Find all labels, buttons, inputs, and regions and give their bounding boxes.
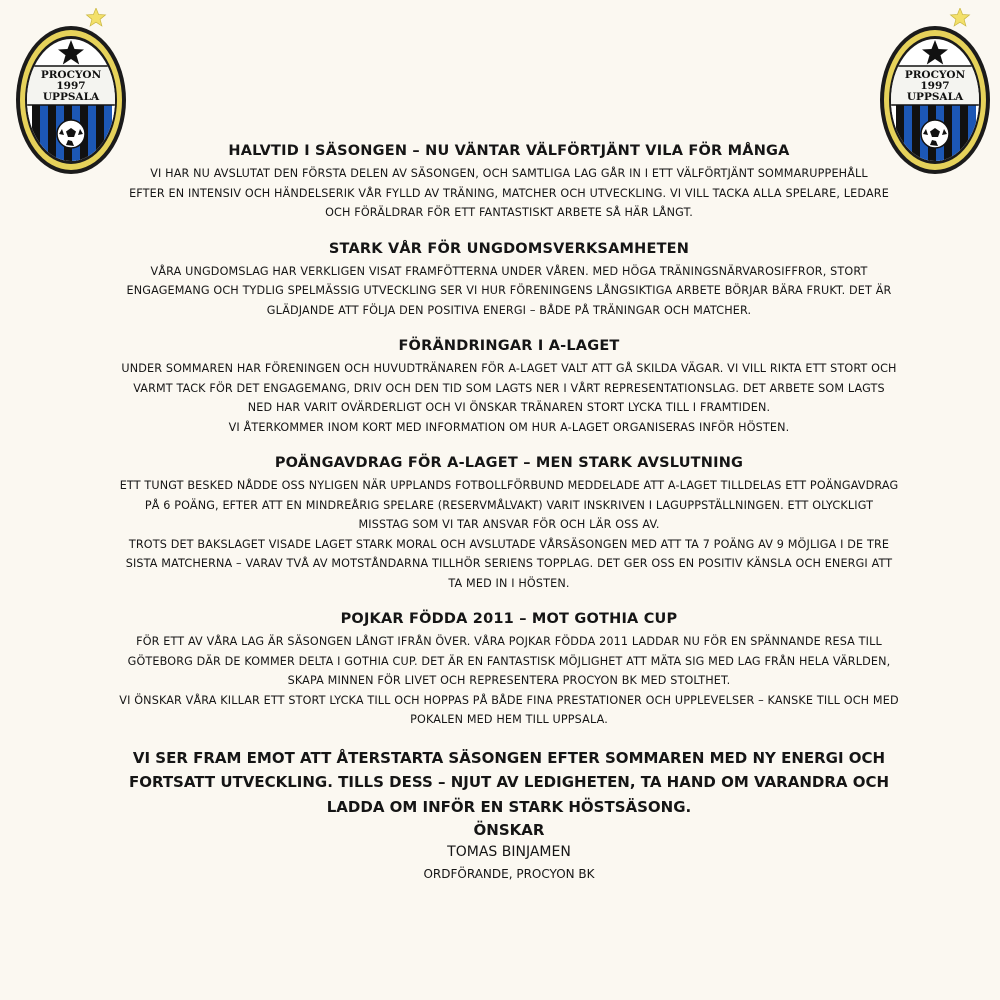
body-line: VI HAR NU AVSLUTAT DEN FÖRSTA DELEN AV SÄSONGEN, OCH SAMTLIGA LAG GÅR IN I ETT VÄLFÖRTJÄNT SOMMARUPPEHÅLL — [150, 167, 868, 180]
body-line: MISSTAG SOM VI TAR ANSVAR FÖR OCH LÄR OSS AV. — [358, 518, 660, 531]
gold-star-icon — [951, 8, 970, 26]
logo-text-line2: 1997 — [56, 80, 86, 92]
section-body — [80, 359, 938, 437]
signatory-role: ORDFÖRANDE, PROCYON BK — [423, 867, 595, 881]
closing-section — [80, 746, 938, 886]
signatory-name: TOMAS BINJAMEN — [447, 844, 571, 860]
logo-text-line3: UPPSALA — [906, 91, 964, 103]
body-line: OCH FÖRÄLDRAR FÖR ETT FANTASTISKT ARBETE SÅ HÄR LÅNGT. — [325, 206, 693, 219]
section-points-deduction — [80, 455, 938, 593]
body-line: ENGAGEMANG OCH TYDLIG SPELMÄSSIG UTVECKLING SER VI HUR FÖRENINGENS LÅNGSIKTIGA ARBETE BÖRJAR BÄRA FRUKT. DET ÄR — [126, 284, 892, 297]
body-line: VI ÅTERKOMMER INOM KORT MED INFORMATION OM HUR A-LAGET ORGANISERAS INFÖR HÖSTEN. — [228, 420, 790, 434]
section-gothia-cup — [80, 611, 938, 730]
section-body — [80, 164, 938, 223]
closing-message: VI SER FRAM EMOT ATT ÅTERSTARTA SÄSONGEN EFTER SOMMAREN MED NY ENERGI OCH FORTSATT UTVECKLING. TILLS DESS – NJUT AV LEDIGHETEN, TA HAND OM VARANDRA OCH LADDA OM INFÖR EN STARK HÖSTSÄSONG. — [128, 748, 890, 816]
body-line: FÖR ETT AV VÅRA LAG ÄR SÄSONGEN LÅNGT IFRÅN ÖVER. VÅRA POJKAR FÖDDA 2011 LADDAR NU FÖR EN SPÄNNANDE RESA TILL — [136, 635, 882, 648]
body-line: VI ÖNSKAR VÅRA KILLAR ETT STORT LYCKA TILL OCH HOPPAS PÅ BÅDE FINA PRESTATIONER OCH UPPLEVELSER – KANSKE TILL OCH MED — [119, 693, 899, 707]
section-body — [80, 632, 938, 730]
section-title: HALVTID I SÄSONGEN – NU VÄNTAR VÄLFÖRTJÄNT VILA FÖR MÅNGA — [228, 143, 790, 159]
body-line: EFTER EN INTENSIV OCH HÄNDELSERIK VÅR FYLLD AV TRÄNING, MATCHER OCH UTVECKLING. VI VILL TACKA ALLA SPELARE, LEDARE — [129, 186, 889, 200]
logo-text-line1: PROCYON — [40, 69, 102, 81]
body-line: TROTS DET BAKSLAGET VISADE LAGET STARK MORAL OCH AVSLUTADE VÅRSÄSONGEN MED ATT TA 7 POÄNG AV 9 MÖJLIGA I DE TRE — [128, 537, 890, 551]
body-line: GÖTEBORG DÄR DE KOMMER DELTA I GOTHIA CUP. DET ÄR EN FANTASTISK MÖJLIGHET ATT MÄTA SIG MED LAG FRÅN HELA VÄRLDEN, — [127, 654, 891, 668]
newsletter-content — [80, 143, 938, 885]
section-title: FÖRÄNDRINGAR I A-LAGET — [398, 338, 620, 354]
section-youth — [80, 241, 938, 321]
section-body — [80, 262, 938, 321]
body-line: POKALEN MED HEM TILL UPPSALA. — [410, 713, 608, 726]
body-line: GLÄDJANDE ATT FÖLJA DEN POSITIVA ENERGI – BÅDE PÅ TRÄNINGAR OCH MATCHER. — [266, 303, 752, 317]
section-body — [80, 476, 938, 593]
body-line: PÅ 6 POÄNG, EFTER ATT EN MINDREÅRIG SPELARE (RESERVMÅLVAKT) VARIT INSKRIVEN I LAGUPPSTÄLLNINGEN. ETT OLYCKLIGT — [144, 498, 874, 512]
section-halftime — [80, 143, 938, 223]
body-line: UNDER SOMMAREN HAR FÖRENINGEN OCH HUVUDTRÄNAREN FÖR A-LAGET VALT ATT GÅ SKILDA VÄGAR. VI VILL RIKTA ETT STORT OCH — [121, 362, 897, 375]
section-title: POÄNGAVDRAG FÖR A-LAGET – MEN STARK AVSLUTNING — [274, 455, 744, 471]
logo-text-line3: UPPSALA — [42, 91, 100, 103]
section-title: STARK VÅR FÖR UNGDOMSVERKSAMHETEN — [328, 240, 690, 257]
body-line: VARMT TACK FÖR DET ENGAGEMANG, DRIV OCH DEN TID SOM LAGTS NER I VÅRT REPRESENTATIONSLAG. DET ARBETE SOM LAGTS — [133, 381, 885, 395]
body-line: TA MED IN I HÖSTEN. — [448, 576, 570, 590]
body-line: NED HAR VARIT OVÄRDERLIGT OCH VI ÖNSKAR TRÄNAREN STORT LYCKA TILL I FRAMTIDEN. — [247, 401, 771, 414]
sign-off: ÖNSKAR — [473, 821, 545, 839]
body-line: SISTA MATCHERNA – VARAV TVÅ AV MOTSTÅNDARNA TILLHÖR SERIENS TOPPLAG. DET GER OSS EN POSITIV KÄNSLA OCH ENERGI ATT — [125, 557, 893, 570]
body-line: VÅRA UNGDOMSLAG HAR VERKLIGEN VISAT FRAMFÖTTERNA UNDER VÅREN. MED HÖGA TRÄNINGSNÄRVAROSIFFROR, STORT — [150, 264, 868, 278]
gold-star-icon — [87, 8, 106, 26]
body-line: ETT TUNGT BESKED NÅDDE OSS NYLIGEN NÄR UPPLANDS FOTBOLLFÖRBUND MEDDELADE ATT A-LAGET TILLDELAS ETT POÄNGAVDRAG — [119, 479, 899, 492]
body-line: SKAPA MINNEN FÖR LIVET OCH REPRESENTERA PROCYON BK MED STOLTHET. — [287, 674, 731, 687]
section-a-team-changes — [80, 338, 938, 437]
section-title: POJKAR FÖDDA 2011 – MOT GOTHIA CUP — [340, 611, 678, 627]
logo-text-line1: PROCYON — [904, 69, 966, 81]
logo-text-line2: 1997 — [920, 80, 950, 92]
